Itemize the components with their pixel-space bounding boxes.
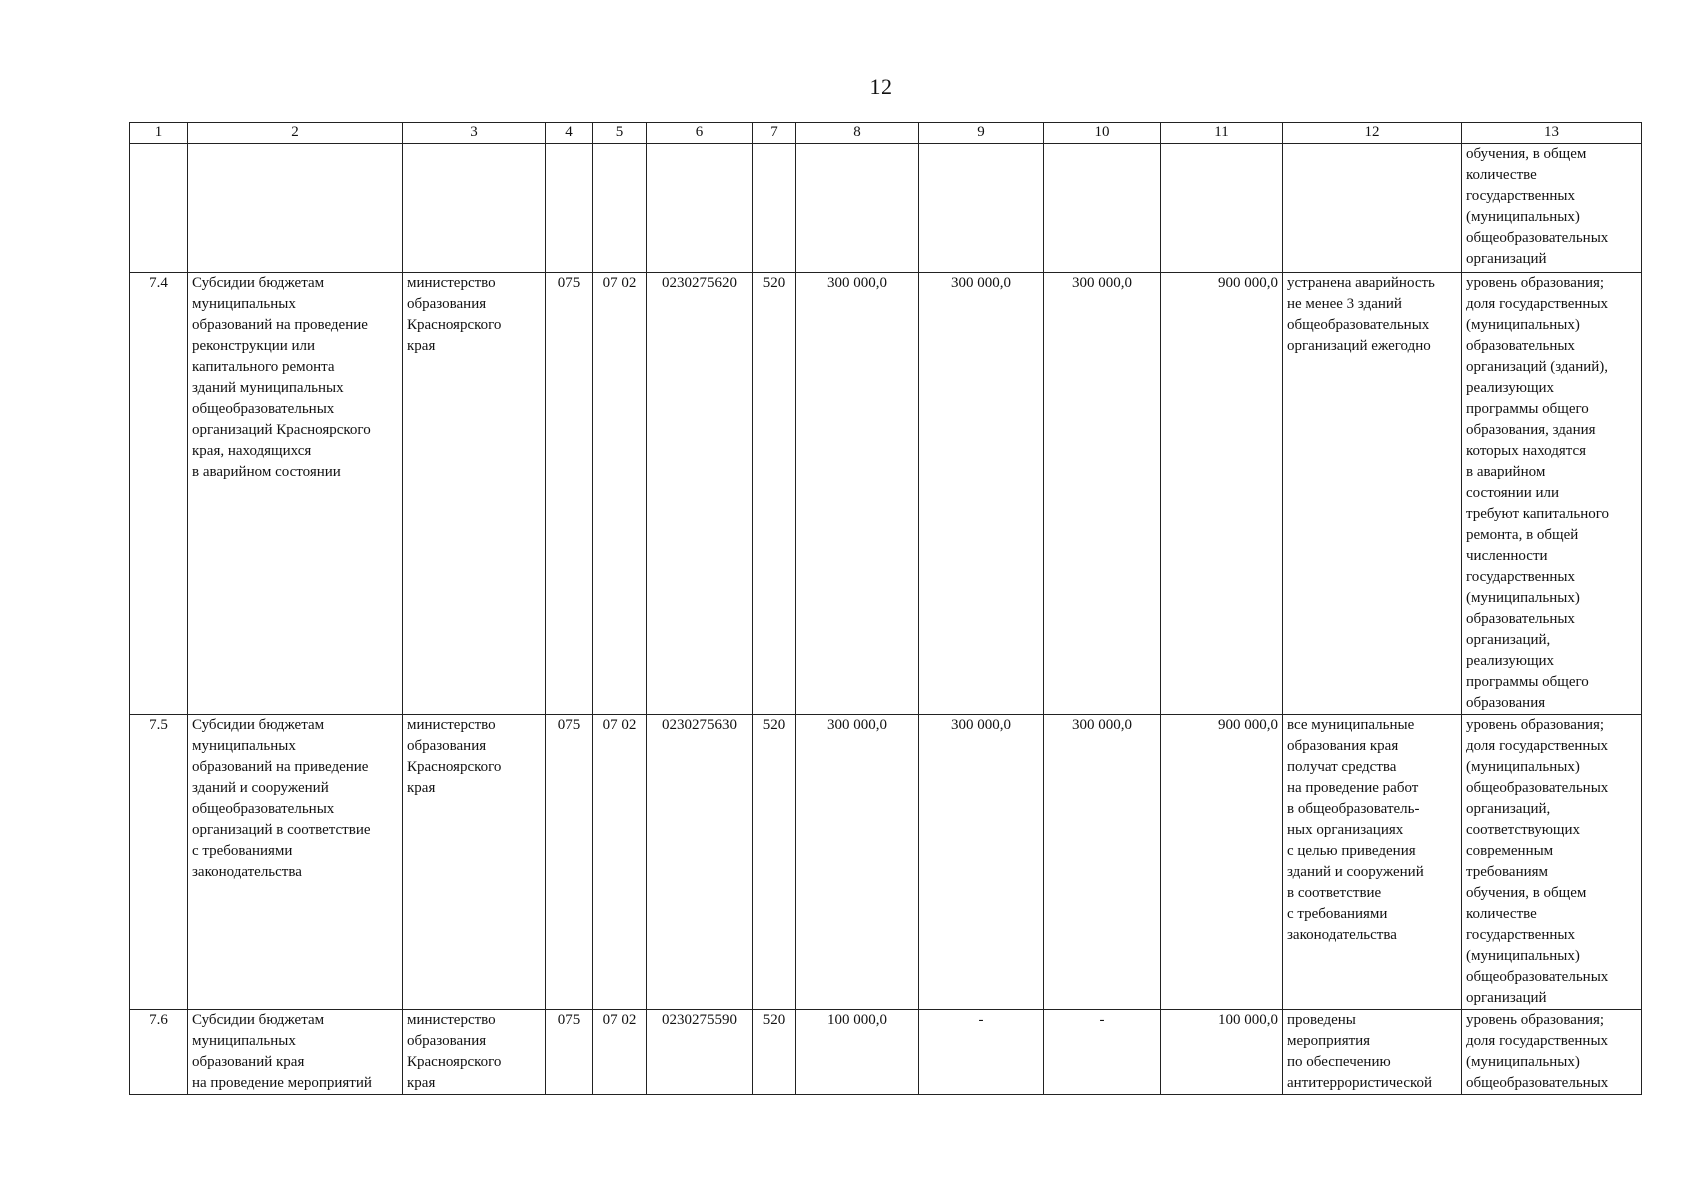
indicator-line: общеобразовательных bbox=[1466, 230, 1609, 246]
indicator-line: уровень образования; bbox=[1466, 1012, 1605, 1028]
vr-code: 520 bbox=[753, 273, 796, 715]
indicator-line: доля государственных bbox=[1466, 738, 1609, 754]
executor-cell bbox=[403, 715, 546, 1010]
indicator-line: государственных bbox=[1466, 569, 1575, 585]
result-line: не менее 3 зданий bbox=[1287, 296, 1402, 312]
table-cell bbox=[753, 144, 796, 273]
result-line: получат средства bbox=[1287, 759, 1397, 775]
result-line: мероприятия bbox=[1287, 1033, 1371, 1049]
executor-line: края bbox=[407, 338, 436, 354]
indicator-line: уровень образования; bbox=[1466, 275, 1605, 291]
indicator-line: организаций (зданий), bbox=[1466, 359, 1609, 375]
activity-name-cell bbox=[188, 273, 403, 715]
result-line: все муниципальные bbox=[1287, 717, 1415, 733]
column-header: 4 bbox=[546, 123, 593, 144]
row-number: 7.6 bbox=[130, 1010, 188, 1095]
table-cell bbox=[593, 144, 647, 273]
indicator-line: (муниципальных) bbox=[1466, 1054, 1580, 1070]
result-line: организаций ежегодно bbox=[1287, 338, 1431, 354]
column-header: 6 bbox=[647, 123, 753, 144]
column-header: 2 bbox=[188, 123, 403, 144]
table-row bbox=[130, 273, 1642, 715]
table-cell bbox=[1161, 144, 1283, 273]
result-line: с целью приведения bbox=[1287, 843, 1416, 859]
indicator-cell bbox=[1462, 715, 1642, 1010]
activity-name-line: реконструкции или bbox=[192, 338, 316, 354]
activity-name-line: с требованиями bbox=[192, 843, 293, 859]
executor-line: министерство bbox=[407, 1012, 496, 1028]
amount-total: 900 000,0 bbox=[1161, 715, 1283, 1010]
table-row bbox=[130, 715, 1642, 1010]
column-header: 13 bbox=[1462, 123, 1642, 144]
activity-name-line: общеобразовательных bbox=[192, 401, 335, 417]
indicator-line: состоянии или bbox=[1466, 485, 1560, 501]
executor-cell bbox=[403, 1010, 546, 1095]
table-cell bbox=[130, 144, 188, 273]
indicator-line: в аварийном bbox=[1466, 464, 1546, 480]
indicator-line: доля государственных bbox=[1466, 1033, 1609, 1049]
table-row-continuation bbox=[130, 144, 1642, 273]
activity-name-line: Субсидии бюджетам bbox=[192, 275, 325, 291]
activity-name-line: муниципальных bbox=[192, 1033, 296, 1049]
indicator-line: обучения, в общем bbox=[1466, 146, 1587, 162]
activity-name-cell bbox=[188, 715, 403, 1010]
executor-line: Красноярского bbox=[407, 1054, 502, 1070]
executor-line: края bbox=[407, 780, 436, 796]
amount-year2: - bbox=[919, 1010, 1044, 1095]
amount-total: 900 000,0 bbox=[1161, 273, 1283, 715]
amount-year3: 300 000,0 bbox=[1044, 715, 1161, 1010]
result-line: образования края bbox=[1287, 738, 1399, 754]
table-cell bbox=[546, 144, 593, 273]
column-header: 8 bbox=[796, 123, 919, 144]
grbs-code: 075 bbox=[546, 715, 593, 1010]
column-header: 7 bbox=[753, 123, 796, 144]
indicator-line: (муниципальных) bbox=[1466, 948, 1580, 964]
indicator-line: количестве bbox=[1466, 906, 1537, 922]
amount-year3: - bbox=[1044, 1010, 1161, 1095]
table-cell bbox=[796, 144, 919, 273]
indicator-line: программы общего bbox=[1466, 401, 1589, 417]
activity-name-line: Субсидии бюджетам bbox=[192, 1012, 325, 1028]
row-number: 7.5 bbox=[130, 715, 188, 1010]
indicator-line: соответствующих bbox=[1466, 822, 1580, 838]
page-number: 12 bbox=[869, 74, 893, 99]
result-cell bbox=[1283, 1010, 1462, 1095]
executor-cell bbox=[403, 273, 546, 715]
indicator-line: организаций, bbox=[1466, 801, 1551, 817]
amount-year1: 300 000,0 bbox=[796, 715, 919, 1010]
activity-name-line: муниципальных bbox=[192, 296, 296, 312]
executor-line: министерство bbox=[407, 717, 496, 733]
indicator-line: реализующих bbox=[1466, 380, 1555, 396]
indicator-line: общеобразовательных bbox=[1466, 780, 1609, 796]
indicator-line: численности bbox=[1466, 548, 1548, 564]
rzpr-code: 07 02 bbox=[593, 273, 647, 715]
column-header: 10 bbox=[1044, 123, 1161, 144]
indicator-line: обучения, в общем bbox=[1466, 885, 1587, 901]
vr-code: 520 bbox=[753, 1010, 796, 1095]
activity-name-cell bbox=[188, 1010, 403, 1095]
indicator-line: организаций bbox=[1466, 990, 1547, 1006]
amount-total: 100 000,0 bbox=[1161, 1010, 1283, 1095]
table-cell bbox=[188, 144, 403, 273]
indicator-line: организаций bbox=[1466, 251, 1547, 267]
indicator-line: общеобразовательных bbox=[1466, 969, 1609, 985]
amount-year2: 300 000,0 bbox=[919, 273, 1044, 715]
grbs-code: 075 bbox=[546, 1010, 593, 1095]
indicator-line: образовательных bbox=[1466, 338, 1575, 354]
table-cell bbox=[1283, 144, 1462, 273]
result-cell bbox=[1283, 273, 1462, 715]
result-line: проведены bbox=[1287, 1012, 1356, 1028]
result-line: общеобразовательных bbox=[1287, 317, 1430, 333]
csr-code: 0230275630 bbox=[647, 715, 753, 1010]
table-cell bbox=[647, 144, 753, 273]
result-line: по обеспечению bbox=[1287, 1054, 1391, 1070]
executor-line: образования bbox=[407, 738, 487, 754]
indicator-line: современным bbox=[1466, 843, 1554, 859]
column-header: 11 bbox=[1161, 123, 1283, 144]
csr-code: 0230275590 bbox=[647, 1010, 753, 1095]
activity-name-line: образований края bbox=[192, 1054, 305, 1070]
amount-year1: 100 000,0 bbox=[796, 1010, 919, 1095]
indicator-line: реализующих bbox=[1466, 653, 1555, 669]
column-header: 3 bbox=[403, 123, 546, 144]
executor-line: края bbox=[407, 1075, 436, 1091]
result-line: устранена аварийность bbox=[1287, 275, 1435, 291]
result-line: с требованиями bbox=[1287, 906, 1388, 922]
indicator-cell bbox=[1462, 273, 1642, 715]
executor-line: Красноярского bbox=[407, 317, 502, 333]
activity-name-line: зданий и сооружений bbox=[192, 780, 329, 796]
indicator-line: общеобразовательных bbox=[1466, 1075, 1609, 1091]
amount-year1: 300 000,0 bbox=[796, 273, 919, 715]
column-header: 9 bbox=[919, 123, 1044, 144]
indicator-line: (муниципальных) bbox=[1466, 209, 1580, 225]
indicator-line: (муниципальных) bbox=[1466, 590, 1580, 606]
result-line: ных организациях bbox=[1287, 822, 1404, 838]
indicator-line: количестве bbox=[1466, 167, 1537, 183]
indicator-line: образовательных bbox=[1466, 611, 1575, 627]
activity-name-line: в аварийном состоянии bbox=[192, 464, 341, 480]
indicator-line: государственных bbox=[1466, 188, 1575, 204]
vr-code: 520 bbox=[753, 715, 796, 1010]
activity-name-line: капитального ремонта bbox=[192, 359, 335, 375]
activity-name-line: законодательства bbox=[192, 864, 302, 880]
executor-line: образования bbox=[407, 296, 487, 312]
column-header: 5 bbox=[593, 123, 647, 144]
indicator-line: государственных bbox=[1466, 927, 1575, 943]
activity-name-line: образований на проведение bbox=[192, 317, 368, 333]
result-line: зданий и сооружений bbox=[1287, 864, 1424, 880]
result-line: законодательства bbox=[1287, 927, 1397, 943]
result-line: в общеобразователь- bbox=[1287, 801, 1420, 817]
indicator-line: ремонта, в общей bbox=[1466, 527, 1579, 543]
rzpr-code: 07 02 bbox=[593, 715, 647, 1010]
table-cell bbox=[403, 144, 546, 273]
activity-name-line: края, находящихся bbox=[192, 443, 312, 459]
indicator-cell bbox=[1462, 1010, 1642, 1095]
executor-line: министерство bbox=[407, 275, 496, 291]
activity-name-line: Субсидии бюджетам bbox=[192, 717, 325, 733]
indicator-line: требованиям bbox=[1466, 864, 1549, 880]
indicator-line: программы общего bbox=[1466, 674, 1589, 690]
activity-name-line: зданий муниципальных bbox=[192, 380, 344, 396]
table-cell bbox=[919, 144, 1044, 273]
indicator-line: уровень образования; bbox=[1466, 717, 1605, 733]
table-cell bbox=[1044, 144, 1161, 273]
indicator-line: (муниципальных) bbox=[1466, 317, 1580, 333]
indicator-line: организаций, bbox=[1466, 632, 1551, 648]
indicator-line: требуют капитального bbox=[1466, 506, 1610, 522]
indicator-line: образования bbox=[1466, 695, 1546, 711]
activity-name-line: на проведение мероприятий bbox=[192, 1075, 372, 1091]
csr-code: 0230275620 bbox=[647, 273, 753, 715]
column-header: 1 bbox=[130, 123, 188, 144]
activity-name-line: образований на приведение bbox=[192, 759, 369, 775]
activity-name-line: организаций Красноярского bbox=[192, 422, 371, 438]
indicator-cell bbox=[1462, 144, 1642, 273]
program-activities-table bbox=[129, 122, 1642, 1095]
indicator-line: образования, здания bbox=[1466, 422, 1596, 438]
activity-name-line: муниципальных bbox=[192, 738, 296, 754]
result-line: на проведение работ bbox=[1287, 780, 1419, 796]
amount-year2: 300 000,0 bbox=[919, 715, 1044, 1010]
result-line: антитеррористической bbox=[1287, 1075, 1433, 1091]
executor-line: Красноярского bbox=[407, 759, 502, 775]
table-header-row bbox=[130, 123, 1642, 144]
activity-name-line: организаций в соответствие bbox=[192, 822, 371, 838]
result-cell bbox=[1283, 715, 1462, 1010]
grbs-code: 075 bbox=[546, 273, 593, 715]
rzpr-code: 07 02 bbox=[593, 1010, 647, 1095]
amount-year3: 300 000,0 bbox=[1044, 273, 1161, 715]
table-row bbox=[130, 1010, 1642, 1095]
column-header: 12 bbox=[1283, 123, 1462, 144]
result-line: в соответствие bbox=[1287, 885, 1382, 901]
indicator-line: которых находятся bbox=[1466, 443, 1587, 459]
row-number: 7.4 bbox=[130, 273, 188, 715]
indicator-line: доля государственных bbox=[1466, 296, 1609, 312]
executor-line: образования bbox=[407, 1033, 487, 1049]
indicator-line: (муниципальных) bbox=[1466, 759, 1580, 775]
activity-name-line: общеобразовательных bbox=[192, 801, 335, 817]
